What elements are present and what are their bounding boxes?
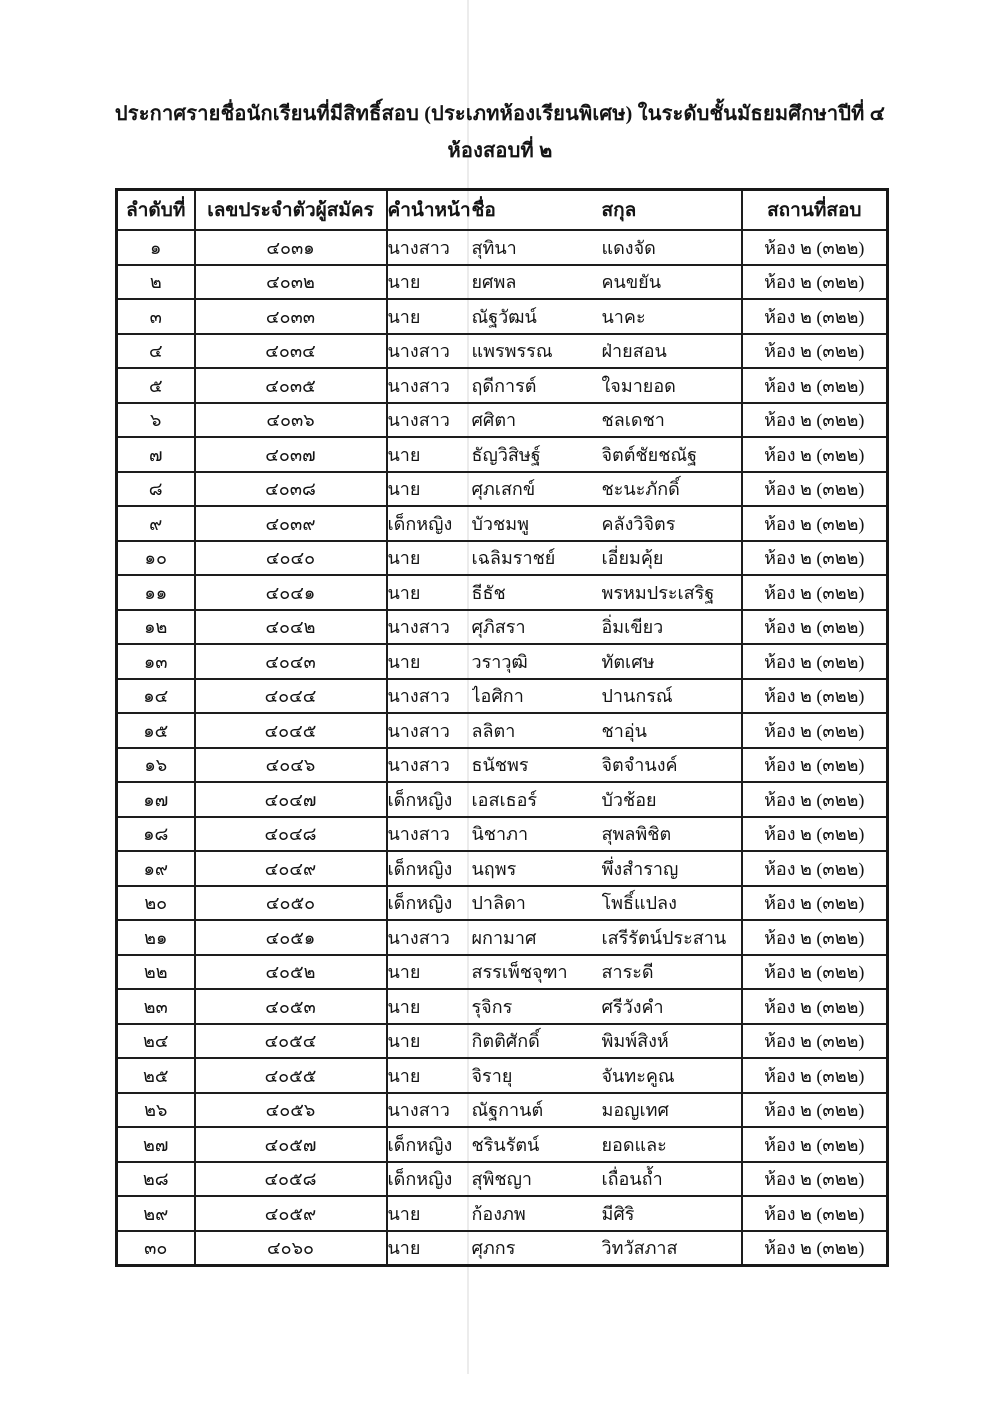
cell-title-prefix: นาย xyxy=(387,575,472,610)
cell-order: ๑๔ xyxy=(117,679,195,714)
table-row xyxy=(117,368,888,403)
cell-order: ๒๙ xyxy=(117,1196,195,1231)
table-row xyxy=(117,541,888,576)
cell-exam-location: ห้อง ๒ (๓๒๒) xyxy=(742,299,888,334)
table-row xyxy=(117,1058,888,1093)
table-row xyxy=(117,1196,888,1231)
cell-first-name: ลลิตา xyxy=(472,713,602,748)
cell-applicant-id: ๔๐๓๒ xyxy=(195,265,387,300)
document-title xyxy=(0,96,1000,170)
cell-order: ๑๕ xyxy=(117,713,195,748)
cell-exam-location: ห้อง ๒ (๓๒๒) xyxy=(742,334,888,369)
cell-title-prefix: นางสาว xyxy=(387,368,472,403)
cell-applicant-id: ๔๐๕๘ xyxy=(195,1162,387,1197)
cell-order: ๙ xyxy=(117,506,195,541)
table-row xyxy=(117,1127,888,1162)
table-row xyxy=(117,886,888,921)
cell-order: ๑๒ xyxy=(117,610,195,645)
cell-title-prefix: นางสาว xyxy=(387,679,472,714)
cell-first-name: จิรายุ xyxy=(472,1058,602,1093)
cell-title-prefix: นางสาว xyxy=(387,713,472,748)
cell-first-name: ณัฐกานต์ xyxy=(472,1093,602,1128)
header-row xyxy=(117,190,888,231)
cell-last-name: เถื่อนถ้ำ xyxy=(602,1162,742,1197)
cell-applicant-id: ๔๐๔๓ xyxy=(195,644,387,679)
cell-applicant-id: ๔๐๔๐ xyxy=(195,541,387,576)
table-row xyxy=(117,610,888,645)
cell-order: ๖ xyxy=(117,403,195,438)
cell-order: ๒ xyxy=(117,265,195,300)
cell-order: ๑๗ xyxy=(117,782,195,817)
cell-first-name: ชรินรัตน์ xyxy=(472,1127,602,1162)
cell-order: ๔ xyxy=(117,334,195,369)
cell-order: ๓ xyxy=(117,299,195,334)
table-row xyxy=(117,230,888,265)
cell-title-prefix: เด็กหญิง xyxy=(387,886,472,921)
cell-exam-location: ห้อง ๒ (๓๒๒) xyxy=(742,437,888,472)
cell-last-name: พรหมประเสริฐ xyxy=(602,575,742,610)
cell-first-name: สุทินา xyxy=(472,230,602,265)
cell-title-prefix: นาย xyxy=(387,1196,472,1231)
cell-exam-location: ห้อง ๒ (๓๒๒) xyxy=(742,679,888,714)
table-row xyxy=(117,575,888,610)
table-header xyxy=(117,190,888,231)
cell-applicant-id: ๔๐๕๙ xyxy=(195,1196,387,1231)
cell-last-name: อิ่มเขียว xyxy=(602,610,742,645)
cell-title-prefix: นางสาว xyxy=(387,920,472,955)
cell-applicant-id: ๔๐๔๑ xyxy=(195,575,387,610)
cell-exam-location: ห้อง ๒ (๓๒๒) xyxy=(742,1127,888,1162)
table-row xyxy=(117,679,888,714)
cell-first-name: บัวชมพู xyxy=(472,506,602,541)
cell-title-prefix: นาย xyxy=(387,299,472,334)
cell-order: ๑๑ xyxy=(117,575,195,610)
cell-applicant-id: ๔๐๕๕ xyxy=(195,1058,387,1093)
header-order: ลำดับที่ xyxy=(117,190,195,231)
cell-applicant-id: ๔๐๕๖ xyxy=(195,1093,387,1128)
cell-exam-location: ห้อง ๒ (๓๒๒) xyxy=(742,575,888,610)
cell-title-prefix: นางสาว xyxy=(387,817,472,852)
cell-last-name: เสรีรัตน์ประสาน xyxy=(602,920,742,955)
cell-exam-location: ห้อง ๒ (๓๒๒) xyxy=(742,1231,888,1266)
cell-last-name: ใจมายอด xyxy=(602,368,742,403)
cell-applicant-id: ๔๐๓๖ xyxy=(195,403,387,438)
cell-title-prefix: นางสาว xyxy=(387,334,472,369)
cell-exam-location: ห้อง ๒ (๓๒๒) xyxy=(742,403,888,438)
cell-exam-location: ห้อง ๒ (๓๒๒) xyxy=(742,920,888,955)
cell-first-name: สุพิชญา xyxy=(472,1162,602,1197)
cell-applicant-id: ๔๐๓๗ xyxy=(195,437,387,472)
cell-applicant-id: ๔๐๔๘ xyxy=(195,817,387,852)
cell-exam-location: ห้อง ๒ (๓๒๒) xyxy=(742,1162,888,1197)
table-row xyxy=(117,334,888,369)
cell-applicant-id: ๔๐๓๘ xyxy=(195,472,387,507)
cell-applicant-id: ๔๐๔๔ xyxy=(195,679,387,714)
cell-order: ๑๘ xyxy=(117,817,195,852)
cell-last-name: ฝ่ายสอน xyxy=(602,334,742,369)
cell-title-prefix: นาย xyxy=(387,955,472,990)
cell-order: ๓๐ xyxy=(117,1231,195,1266)
cell-title-prefix: นาย xyxy=(387,644,472,679)
cell-first-name: ฤดีการต์ xyxy=(472,368,602,403)
cell-first-name: ศุภเสกข์ xyxy=(472,472,602,507)
cell-last-name: ชาอุ่น xyxy=(602,713,742,748)
table-row xyxy=(117,920,888,955)
cell-first-name: เอสเธอร์ xyxy=(472,782,602,817)
cell-first-name: เฉลิมราชย์ xyxy=(472,541,602,576)
table-row xyxy=(117,955,888,990)
cell-order: ๗ xyxy=(117,437,195,472)
cell-last-name: ปานกรณ์ xyxy=(602,679,742,714)
cell-exam-location: ห้อง ๒ (๓๒๒) xyxy=(742,472,888,507)
cell-title-prefix: นางสาว xyxy=(387,230,472,265)
cell-first-name: ก้องภพ xyxy=(472,1196,602,1231)
cell-exam-location: ห้อง ๒ (๓๒๒) xyxy=(742,817,888,852)
cell-last-name: มีศิริ xyxy=(602,1196,742,1231)
cell-first-name: นิชาภา xyxy=(472,817,602,852)
cell-order: ๕ xyxy=(117,368,195,403)
table-row xyxy=(117,782,888,817)
cell-title-prefix: นางสาว xyxy=(387,1093,472,1128)
cell-exam-location: ห้อง ๒ (๓๒๒) xyxy=(742,1058,888,1093)
cell-first-name: ยศพล xyxy=(472,265,602,300)
cell-order: ๒๗ xyxy=(117,1127,195,1162)
table-row xyxy=(117,748,888,783)
table-row xyxy=(117,851,888,886)
cell-last-name: โพธิ์แปลง xyxy=(602,886,742,921)
cell-order: ๑ xyxy=(117,230,195,265)
cell-first-name: ธนัชพร xyxy=(472,748,602,783)
cell-exam-location: ห้อง ๒ (๓๒๒) xyxy=(742,610,888,645)
cell-last-name: ชลเดชา xyxy=(602,403,742,438)
cell-last-name: มอญเทศ xyxy=(602,1093,742,1128)
cell-applicant-id: ๔๐๕๐ xyxy=(195,886,387,921)
table-row xyxy=(117,713,888,748)
cell-exam-location: ห้อง ๒ (๓๒๒) xyxy=(742,506,888,541)
cell-applicant-id: ๔๐๓๙ xyxy=(195,506,387,541)
table-row xyxy=(117,989,888,1024)
table-row xyxy=(117,299,888,334)
cell-title-prefix: นาย xyxy=(387,541,472,576)
cell-first-name: แพรพรรณ xyxy=(472,334,602,369)
table-body xyxy=(117,230,888,1266)
cell-exam-location: ห้อง ๒ (๓๒๒) xyxy=(742,230,888,265)
title-line-2: ห้องสอบที่ ๒ xyxy=(447,140,553,162)
cell-last-name: แดงจัด xyxy=(602,230,742,265)
cell-exam-location: ห้อง ๒ (๓๒๒) xyxy=(742,886,888,921)
table-row xyxy=(117,1162,888,1197)
cell-last-name: สาระดี xyxy=(602,955,742,990)
cell-exam-location: ห้อง ๒ (๓๒๒) xyxy=(742,541,888,576)
cell-applicant-id: ๔๐๓๕ xyxy=(195,368,387,403)
cell-applicant-id: ๔๐๔๒ xyxy=(195,610,387,645)
cell-title-prefix: เด็กหญิง xyxy=(387,851,472,886)
cell-title-prefix: นาย xyxy=(387,1024,472,1059)
cell-exam-location: ห้อง ๒ (๓๒๒) xyxy=(742,1024,888,1059)
header-exam-location: สถานที่สอบ xyxy=(742,190,888,231)
cell-title-prefix: เด็กหญิง xyxy=(387,1162,472,1197)
cell-first-name: ธีธัช xyxy=(472,575,602,610)
cell-last-name: คนขยัน xyxy=(602,265,742,300)
title-line-1: ประกาศรายชื่อนักเรียนที่มีสิทธิ์สอบ (ประเภทห้องเรียนพิเศษ) ในระดับชั้นมัธยมศึกษาปีที่ ๔ xyxy=(114,103,886,125)
cell-title-prefix: เด็กหญิง xyxy=(387,506,472,541)
cell-order: ๒๓ xyxy=(117,989,195,1024)
cell-exam-location: ห้อง ๒ (๓๒๒) xyxy=(742,989,888,1024)
cell-order: ๒๔ xyxy=(117,1024,195,1059)
cell-last-name: จิตต์ชัยชณัฐ xyxy=(602,437,742,472)
cell-applicant-id: ๔๐๕๓ xyxy=(195,989,387,1024)
cell-title-prefix: นาย xyxy=(387,472,472,507)
table-row xyxy=(117,1231,888,1266)
cell-title-prefix: นาย xyxy=(387,437,472,472)
cell-applicant-id: ๔๐๔๖ xyxy=(195,748,387,783)
cell-applicant-id: ๔๐๕๔ xyxy=(195,1024,387,1059)
cell-applicant-id: ๔๐๕๗ xyxy=(195,1127,387,1162)
cell-applicant-id: ๔๐๖๐ xyxy=(195,1231,387,1266)
cell-first-name: วราวุฒิ xyxy=(472,644,602,679)
cell-first-name: ศุภิสรา xyxy=(472,610,602,645)
cell-first-name: นฤพร xyxy=(472,851,602,886)
cell-applicant-id: ๔๐๔๕ xyxy=(195,713,387,748)
header-last-name: สกุล xyxy=(602,190,742,231)
cell-last-name: บัวช้อย xyxy=(602,782,742,817)
table-row xyxy=(117,437,888,472)
cell-order: ๑๐ xyxy=(117,541,195,576)
cell-order: ๒๘ xyxy=(117,1162,195,1197)
cell-applicant-id: ๔๐๔๗ xyxy=(195,782,387,817)
header-applicant-id: เลขประจำตัวผู้สมัคร xyxy=(195,190,387,231)
cell-exam-location: ห้อง ๒ (๓๒๒) xyxy=(742,644,888,679)
cell-last-name: เอี่ยมคุ้ย xyxy=(602,541,742,576)
cell-applicant-id: ๔๐๓๓ xyxy=(195,299,387,334)
cell-first-name: รุจิกร xyxy=(472,989,602,1024)
cell-last-name: พึ่งสำราญ xyxy=(602,851,742,886)
cell-title-prefix: นางสาว xyxy=(387,403,472,438)
cell-last-name: นาคะ xyxy=(602,299,742,334)
cell-applicant-id: ๔๐๓๔ xyxy=(195,334,387,369)
cell-last-name: จันทะคูณ xyxy=(602,1058,742,1093)
cell-title-prefix: นาย xyxy=(387,989,472,1024)
table-row xyxy=(117,472,888,507)
cell-applicant-id: ๔๐๔๙ xyxy=(195,851,387,886)
cell-first-name: ปาลิดา xyxy=(472,886,602,921)
cell-exam-location: ห้อง ๒ (๓๒๒) xyxy=(742,1196,888,1231)
cell-first-name: ผกามาศ xyxy=(472,920,602,955)
cell-title-prefix: นาย xyxy=(387,265,472,300)
cell-order: ๒๖ xyxy=(117,1093,195,1128)
cell-order: ๒๑ xyxy=(117,920,195,955)
cell-last-name: สุพลพิชิต xyxy=(602,817,742,852)
table-row xyxy=(117,817,888,852)
cell-last-name: พิมพ์สิงห์ xyxy=(602,1024,742,1059)
cell-last-name: ชะนะภักดิ์ xyxy=(602,472,742,507)
cell-title-prefix: นางสาว xyxy=(387,610,472,645)
cell-exam-location: ห้อง ๒ (๓๒๒) xyxy=(742,955,888,990)
cell-order: ๒๕ xyxy=(117,1058,195,1093)
cell-order: ๒๒ xyxy=(117,955,195,990)
table-row xyxy=(117,403,888,438)
table-row xyxy=(117,644,888,679)
cell-applicant-id: ๔๐๕๒ xyxy=(195,955,387,990)
cell-exam-location: ห้อง ๒ (๓๒๒) xyxy=(742,851,888,886)
cell-exam-location: ห้อง ๒ (๓๒๒) xyxy=(742,748,888,783)
cell-order: ๑๙ xyxy=(117,851,195,886)
cell-last-name: ทัตเศษ xyxy=(602,644,742,679)
cell-first-name: กิตติศักดิ์ xyxy=(472,1024,602,1059)
table-row xyxy=(117,506,888,541)
header-title-prefix: คำนำหน้า xyxy=(387,190,472,231)
cell-last-name: จิตจำนงค์ xyxy=(602,748,742,783)
cell-exam-location: ห้อง ๒ (๓๒๒) xyxy=(742,713,888,748)
cell-last-name: ศรีวังคำ xyxy=(602,989,742,1024)
cell-title-prefix: นางสาว xyxy=(387,748,472,783)
cell-order: ๘ xyxy=(117,472,195,507)
cell-first-name: ไอศิกา xyxy=(472,679,602,714)
cell-exam-location: ห้อง ๒ (๓๒๒) xyxy=(742,782,888,817)
cell-applicant-id: ๔๐๕๑ xyxy=(195,920,387,955)
table-row xyxy=(117,1024,888,1059)
cell-exam-location: ห้อง ๒ (๓๒๒) xyxy=(742,1093,888,1128)
cell-last-name: คลังวิจิตร xyxy=(602,506,742,541)
cell-first-name: ศศิตา xyxy=(472,403,602,438)
cell-last-name: วิทวัสภาส xyxy=(602,1231,742,1266)
cell-last-name: ยอดและ xyxy=(602,1127,742,1162)
cell-first-name: ณัฐวัฒน์ xyxy=(472,299,602,334)
exam-roster-table xyxy=(115,188,889,1267)
header-first-name: ชื่อ xyxy=(472,190,602,231)
cell-first-name: ศุภกร xyxy=(472,1231,602,1266)
cell-title-prefix: เด็กหญิง xyxy=(387,782,472,817)
table-row xyxy=(117,1093,888,1128)
cell-title-prefix: นาย xyxy=(387,1231,472,1266)
cell-exam-location: ห้อง ๒ (๓๒๒) xyxy=(742,368,888,403)
cell-first-name: ธัญวิสิษฐ์ xyxy=(472,437,602,472)
cell-applicant-id: ๔๐๓๑ xyxy=(195,230,387,265)
table-row xyxy=(117,265,888,300)
cell-order: ๑๖ xyxy=(117,748,195,783)
cell-title-prefix: เด็กหญิง xyxy=(387,1127,472,1162)
cell-order: ๒๐ xyxy=(117,886,195,921)
cell-title-prefix: นาย xyxy=(387,1058,472,1093)
cell-exam-location: ห้อง ๒ (๓๒๒) xyxy=(742,265,888,300)
cell-order: ๑๓ xyxy=(117,644,195,679)
cell-first-name: สรรเพ็ชจุฑา xyxy=(472,955,602,990)
